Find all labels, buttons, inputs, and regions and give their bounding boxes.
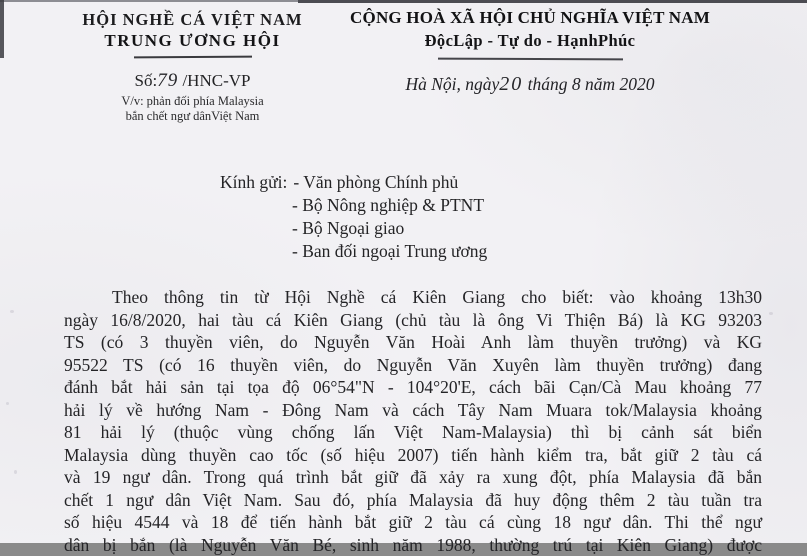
scan-left-edge-mark (0, 0, 4, 58)
body-line: đánh bắt hải sản tại tọa độ 06°54"N - 104°20'E, cách bãi Cạn/Cà Mau khoảng 77 (64, 376, 762, 399)
org-name-line2: TRUNG ƯƠNG HỘI (70, 30, 315, 51)
recipient-item: - Bộ Ngoại giao (292, 217, 487, 240)
recipient-item: - Văn phòng Chính phủ (293, 172, 458, 192)
letterhead-left-rule (133, 56, 251, 59)
body-line: số hiệu 4544 và 18 để tiến hành bắt giữ 2 tàu cá cùng 18 ngư dân. Thi thể ngư (64, 511, 762, 534)
body-line: ngày 16/8/2020, hai tàu cá Kiên Giang (chủ tàu là ông Vi Thiện Bá) là KG 93203 (64, 309, 762, 332)
doc-number-suffix: /HNC-VP (178, 71, 250, 90)
body-line-cutoff: dân bị bắn (là Nguyễn Văn Bé, sinh năm 1988, thường trú tại Kiên Giang) được (64, 534, 762, 556)
letterhead-right (335, 7, 725, 95)
handwritten-doc-number: 79 (157, 70, 178, 91)
body-line: và 19 ngư dân. Trong quá trình bắt giữ đã xảy ra xung đột, phía Malaysia đã bắn (64, 466, 762, 489)
org-name-line1: HỘI NGHỀ CÁ VIỆT NAM (70, 9, 315, 30)
national-motto: ĐộcLập - Tự do - HạnhPhúc (335, 30, 725, 52)
scan-top-edge-dark-segment (298, 0, 807, 3)
recipients-block (220, 171, 487, 263)
national-title: CỘNG HOÀ XÃ HỘI CHỦ NGHĨA VIỆT NAM (335, 7, 725, 29)
body-line: TS (có 3 thuyền viên, do Nguyễn Văn Hoài Anh làm thuyền trưởng) và KG (64, 331, 762, 354)
scan-speck (10, 310, 14, 313)
date-prefix: Hà Nội, ngày (405, 74, 499, 94)
body-line: Theo thông tin từ Hội Nghề cá Kiên Giang cho biết: vào khoảng 13h30 (64, 286, 762, 309)
subject-line1: V/v: phản đối phía Malaysia (70, 94, 315, 109)
body-line: chết 1 ngư dân Việt Nam. Sau đó, phía Malaysia đã huy động thêm 2 tàu tuần tra (64, 489, 762, 512)
scan-speck (14, 470, 17, 474)
handwritten-day: 20 (499, 73, 523, 95)
body-paragraph (64, 286, 762, 556)
doc-number-line (70, 71, 315, 91)
scan-speck (6, 402, 9, 405)
recipients-label: Kính gửi: (220, 172, 287, 192)
body-line: Malaysia dùng thuyền cao tốc (số hiệu 2007) tiến hành kiểm tra, bắt giữ 2 tàu cá (64, 444, 762, 467)
body-line: 81 hải lý (thuộc vùng chống lấn Việt Nam-Malaysia) thì bị cảnh sát biển (64, 421, 762, 444)
scan-speck (769, 312, 773, 315)
body-line: 95522 TS (có 16 thuyền viên, do Nguyễn Văn Xuyên làm thuyền trưởng) đang (64, 354, 762, 377)
subject-line2: bắn chết ngư dânViệt Nam (70, 109, 315, 124)
letterhead-left (70, 9, 315, 124)
place-date-line (335, 73, 725, 95)
body-line: hải lý về hướng Nam - Đông Nam và cách Tây Nam Muara tok/Malaysia khoảng (64, 399, 762, 422)
recipient-line (220, 171, 487, 194)
recipient-item: - Bộ Nông nghiệp & PTNT (292, 194, 487, 217)
doc-number-prefix: Số: (135, 71, 158, 90)
recipient-item: - Ban đối ngoại Trung ương (292, 240, 487, 263)
letterhead-right-rule (437, 58, 622, 61)
date-suffix: tháng 8 năm 2020 (523, 74, 654, 94)
